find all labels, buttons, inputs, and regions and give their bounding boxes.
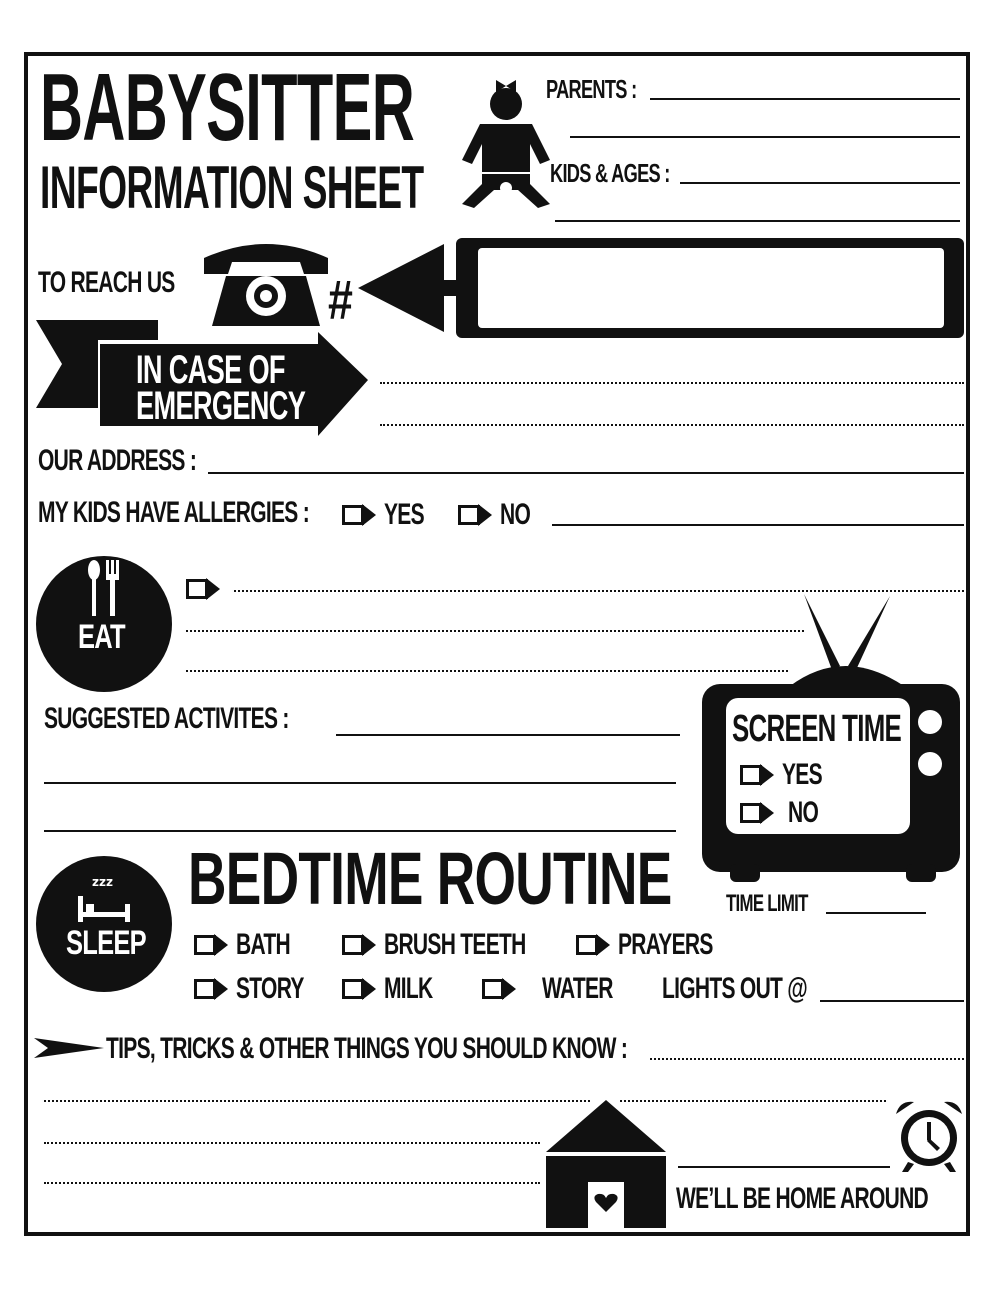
brush-teeth-label: BRUSH TEETH	[384, 928, 526, 961]
phone-number-field[interactable]	[478, 248, 944, 328]
house-icon	[544, 1100, 668, 1230]
bedtime-routine-title: BEDTIME ROUTINE	[188, 837, 672, 920]
title-babysitter: BABYSITTER	[40, 54, 415, 161]
screen-no-checkbox[interactable]	[740, 798, 831, 828]
bath-label: BATH	[236, 928, 290, 961]
to-reach-us-label: TO REACH US	[38, 266, 175, 299]
address-field[interactable]	[208, 472, 964, 474]
activities-field-3[interactable]	[44, 830, 676, 832]
telephone-icon	[200, 236, 332, 328]
tips-field-2[interactable]	[44, 1100, 590, 1102]
screen-yes-label: YES	[782, 758, 822, 791]
story-label: STORY	[236, 972, 304, 1005]
bath-checkbox[interactable]	[194, 930, 313, 960]
emergency-line2: EMERGENCY	[136, 384, 306, 428]
tips-field-1[interactable]	[650, 1058, 964, 1060]
emergency-line1: IN CASE OF	[136, 348, 285, 392]
eat-label: EAT	[78, 618, 125, 656]
lights-out-label: LIGHTS OUT @	[662, 972, 808, 1005]
kids-ages-label: KIDS & AGES :	[550, 158, 670, 188]
tips-field-5[interactable]	[44, 1182, 540, 1184]
activities-field-2[interactable]	[44, 782, 676, 784]
title-information-sheet: INFORMATION SHEET	[40, 154, 424, 221]
screen-time-title: SCREEN TIME	[732, 708, 902, 750]
tips-label: TIPS, TRICKS & OTHER THINGS YOU SHOULD KNOW :	[106, 1032, 628, 1065]
allergies-label: MY KIDS HAVE ALLERGIES :	[38, 496, 310, 529]
hash-symbol: #	[328, 268, 353, 331]
activities-field-1[interactable]	[336, 734, 680, 736]
bed-icon	[76, 886, 132, 922]
parents-field-2[interactable]	[570, 136, 960, 138]
prayers-checkbox[interactable]	[576, 930, 753, 960]
water-checkbox[interactable]	[482, 974, 643, 1004]
kids-ages-field-2[interactable]	[555, 220, 960, 222]
eat-field-1[interactable]	[234, 590, 964, 592]
screen-yes-checkbox[interactable]	[740, 760, 839, 790]
sleep-label: SLEEP	[66, 924, 146, 962]
time-limit-field[interactable]	[826, 912, 926, 914]
story-checkbox[interactable]	[194, 974, 333, 1004]
parents-label: PARENTS :	[546, 74, 637, 104]
activities-label: SUGGESTED ACTIVITES :	[44, 702, 289, 735]
allergies-yes-label: YES	[384, 498, 424, 531]
kids-ages-field-1[interactable]	[680, 182, 960, 184]
brush-teeth-checkbox[interactable]	[342, 930, 586, 960]
arrow-left-icon	[358, 240, 458, 336]
allergies-no-label: NO	[500, 498, 531, 531]
eat-field-3[interactable]	[186, 670, 788, 672]
tips-field-4[interactable]	[44, 1142, 540, 1144]
eat-checkbox[interactable]	[186, 578, 220, 600]
parents-field-1[interactable]	[650, 98, 960, 100]
emergency-field-1[interactable]	[380, 382, 964, 384]
prayers-label: PRAYERS	[618, 928, 713, 961]
water-label: WATER	[542, 972, 613, 1005]
zzz-label: zzz	[92, 875, 113, 889]
home-time-field[interactable]	[678, 1166, 890, 1168]
allergies-no-checkbox[interactable]	[458, 500, 543, 530]
emergency-field-2[interactable]	[380, 424, 964, 426]
fork-spoon-icon	[86, 560, 122, 616]
milk-checkbox[interactable]	[342, 974, 453, 1004]
lights-out-field[interactable]	[820, 1000, 964, 1002]
milk-label: MILK	[384, 972, 433, 1005]
home-around-label: WE’LL BE HOME AROUND	[676, 1182, 928, 1215]
allergies-field[interactable]	[552, 524, 964, 526]
address-label: OUR ADDRESS :	[38, 444, 197, 477]
baby-icon	[460, 74, 552, 210]
alarm-clock-icon	[894, 1098, 964, 1174]
allergies-yes-checkbox[interactable]	[342, 500, 441, 530]
time-limit-label: TIME LIMIT	[726, 890, 808, 917]
arrow-right-icon	[34, 1034, 104, 1062]
screen-no-label: NO	[788, 796, 819, 829]
